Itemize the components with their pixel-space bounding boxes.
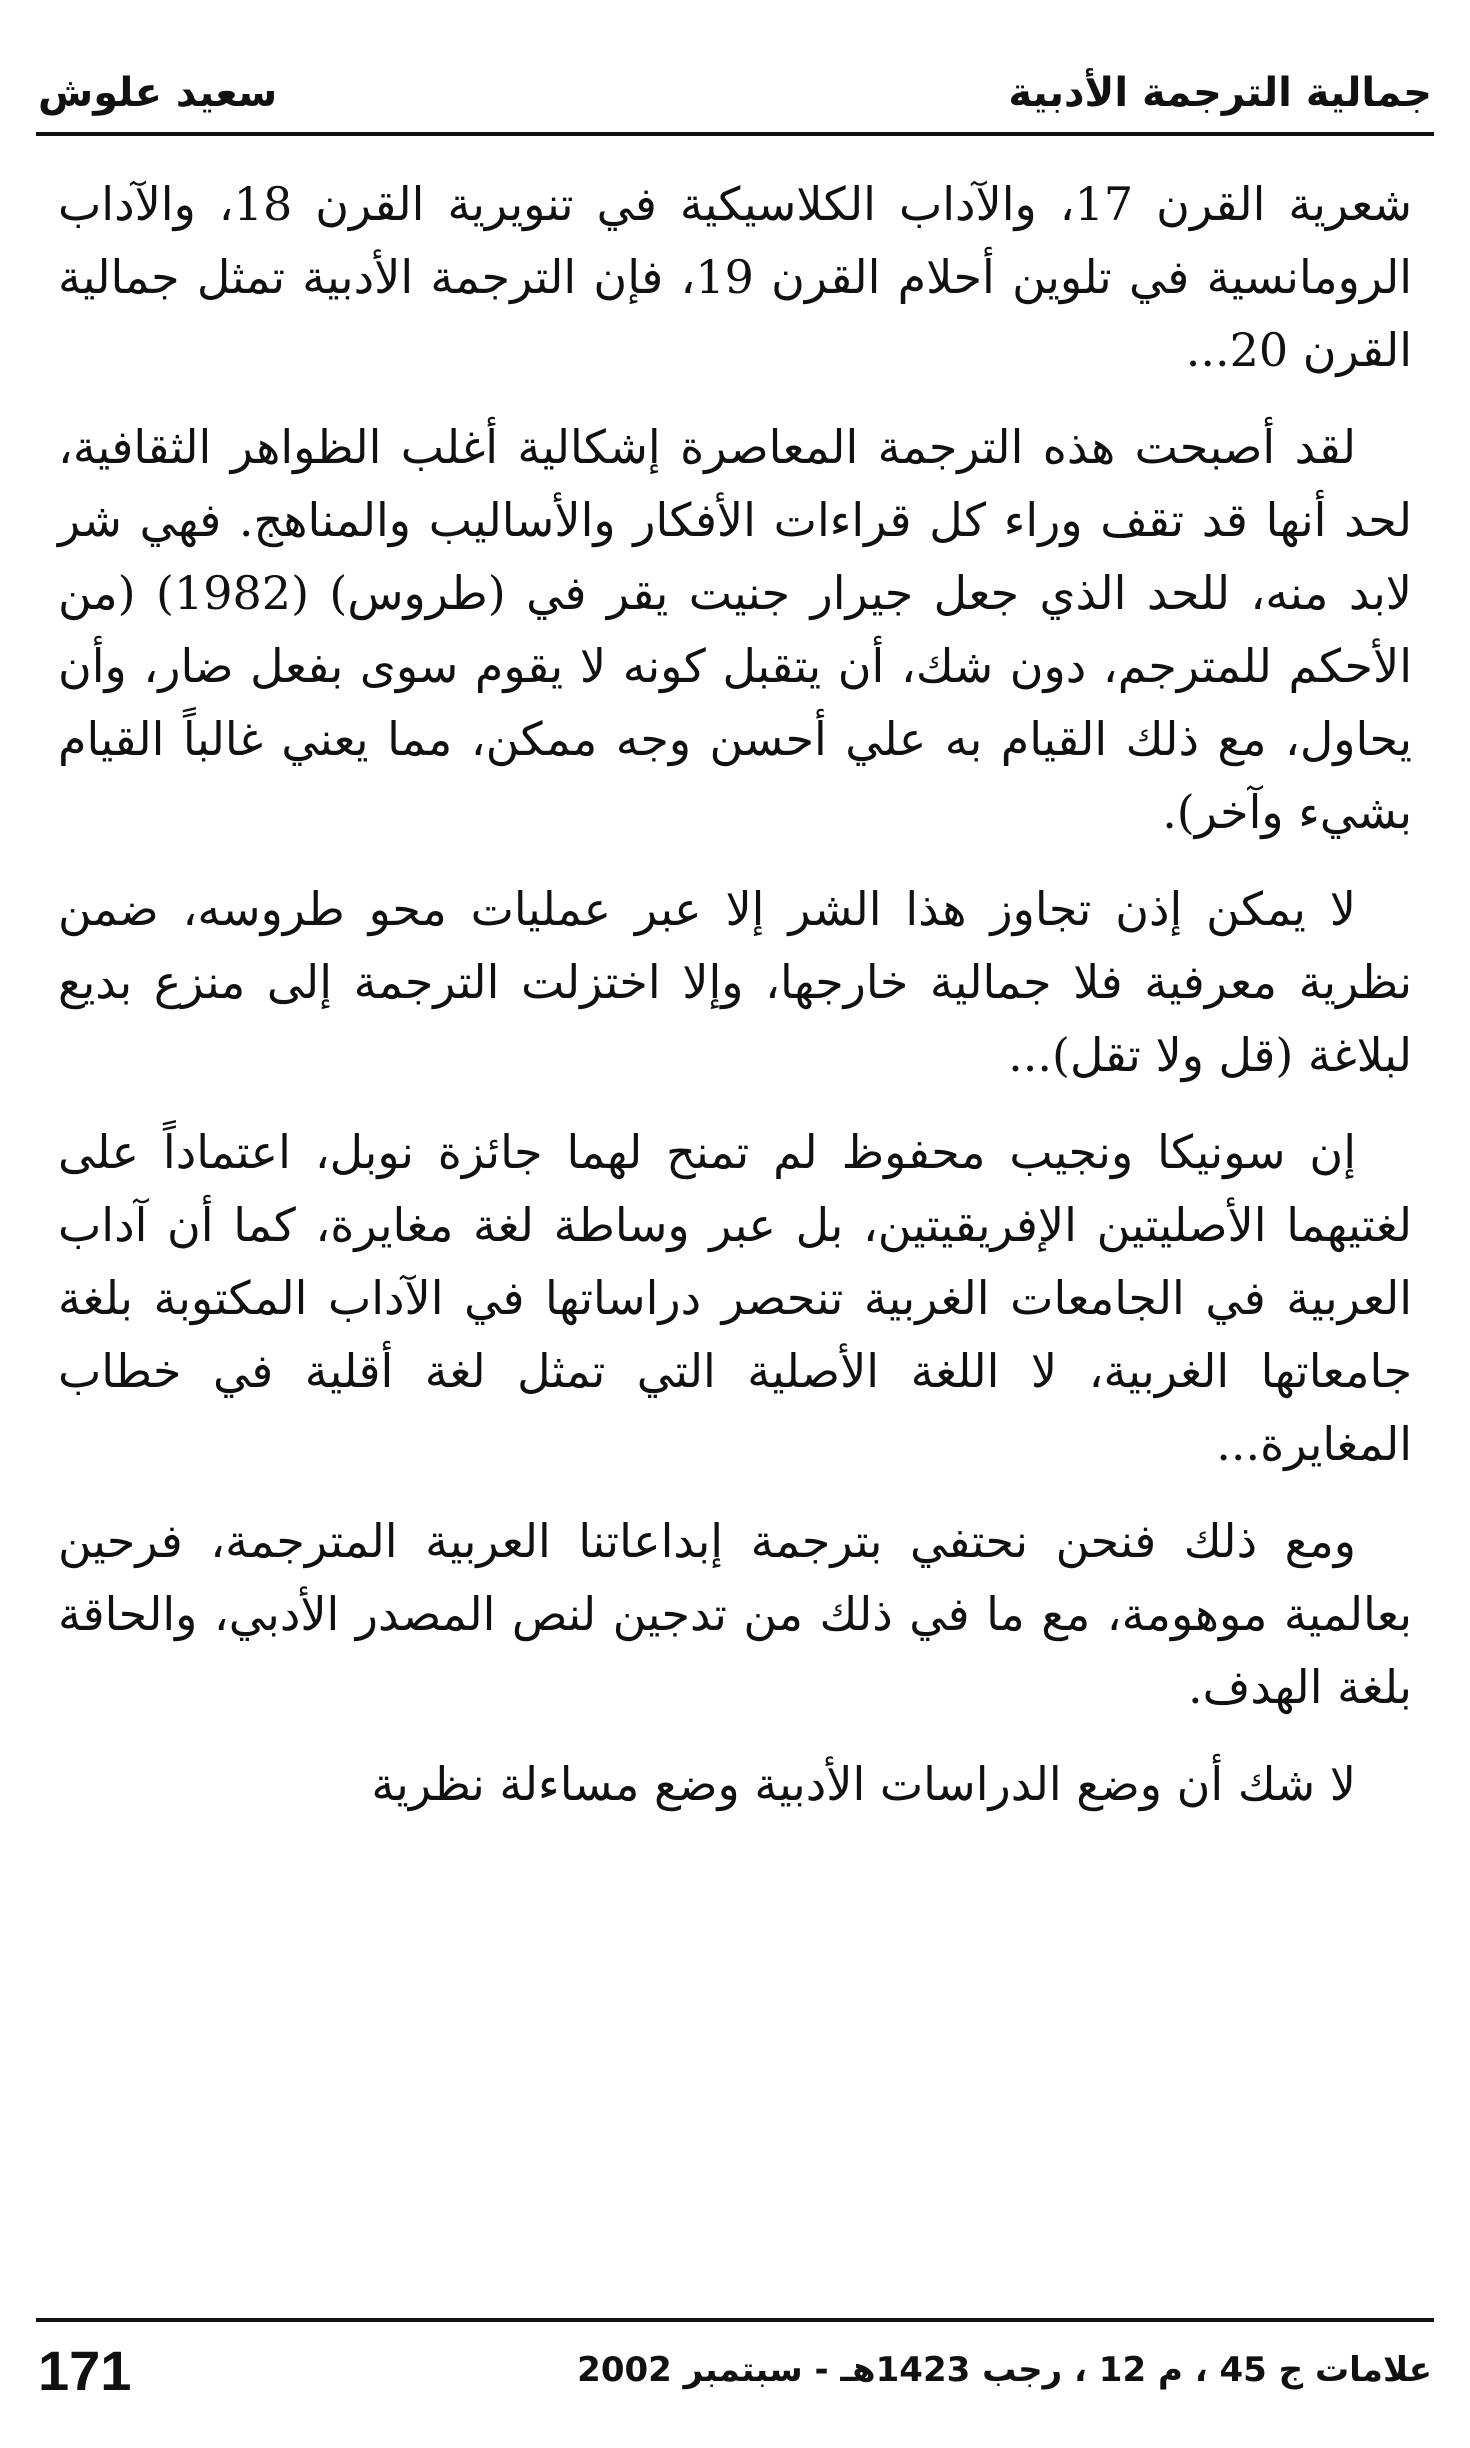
body-text: [58, 168, 1412, 1845]
running-author: سعيد علوش: [38, 70, 278, 116]
paragraph-2: لقد أصبحت هذه الترجمة المعاصرة إشكالية أغلب الظواهر الثقافية، لحد أنها قد تقف وراء كل قراءات الأفكار والأساليب والمناهج. فهي شر لابد منه، للحد الذي جعل جيرار جنيت يقر في (طروس) (1982) (من الأحكم للمترجم، دون شك، أن يتقبل كونه لا يقوم سوى بفعل ضار، وأن يحاول، مع ذلك القيام به علي أحسن وجه ممكن، مما يعني غالباً القيام بشيء وآخر).: [58, 420, 1413, 839]
running-title: جمالية الترجمة الأدبية: [1008, 70, 1432, 116]
paragraph-3: لا يمكن إذن تجاوز هذا الشر إلا عبر عمليات محو طروسه، ضمن نظرية معرفية فلا جمالية خارجها، وإلا اختزلت الترجمة إلى منزع بديع لبلاغة (قل ولا تقل)...: [58, 882, 1412, 1082]
journal-info: علامات ج 45 ، م 12 ، رجب 1423هـ - سبتمبر 2002: [577, 2350, 1432, 2390]
paragraph-1: شعرية القرن 17، والآداب الكلاسيكية في تنويرية القرن 18، والآداب الرومانسية في تلوين أحلام القرن 19، فإن الترجمة الأدبية تمثل جمالية القرن 20...: [58, 177, 1412, 377]
page-number: 171: [38, 2338, 132, 2402]
paragraph-6: لا شك أن وضع الدراسات الأدبية وضع مساءلة نظرية: [371, 1757, 1356, 1811]
paragraph-5: ومع ذلك فنحن نحتفي بترجمة إبداعاتنا العربية المترجمة، فرحين بعالمية موهومة، مع ما في ذلك من تدجين لنص المصدر الأدبي، والحاقة بلغة الهدف.: [58, 1514, 1412, 1714]
running-header: [38, 58, 1432, 128]
paragraph-4: إن سونيكا ونجيب محفوظ لم تمنح لهما جائزة نوبل، اعتماداً على لغتيهما الأصليتين الإفريقيتين، بل عبر وساطة لغة مغايرة، كما أن آداب العربية في الجامعات الغربية تنحصر دراساتها في الآداب المكتوبة بلغة جامعاتها الغربية، لا اللغة الأصلية التي تمثل لغة أقلية في خطاب المغايرة...: [58, 1125, 1412, 1471]
page-footer: [38, 2330, 1432, 2410]
header-rule: [36, 132, 1434, 136]
footer-rule: [36, 2318, 1434, 2322]
